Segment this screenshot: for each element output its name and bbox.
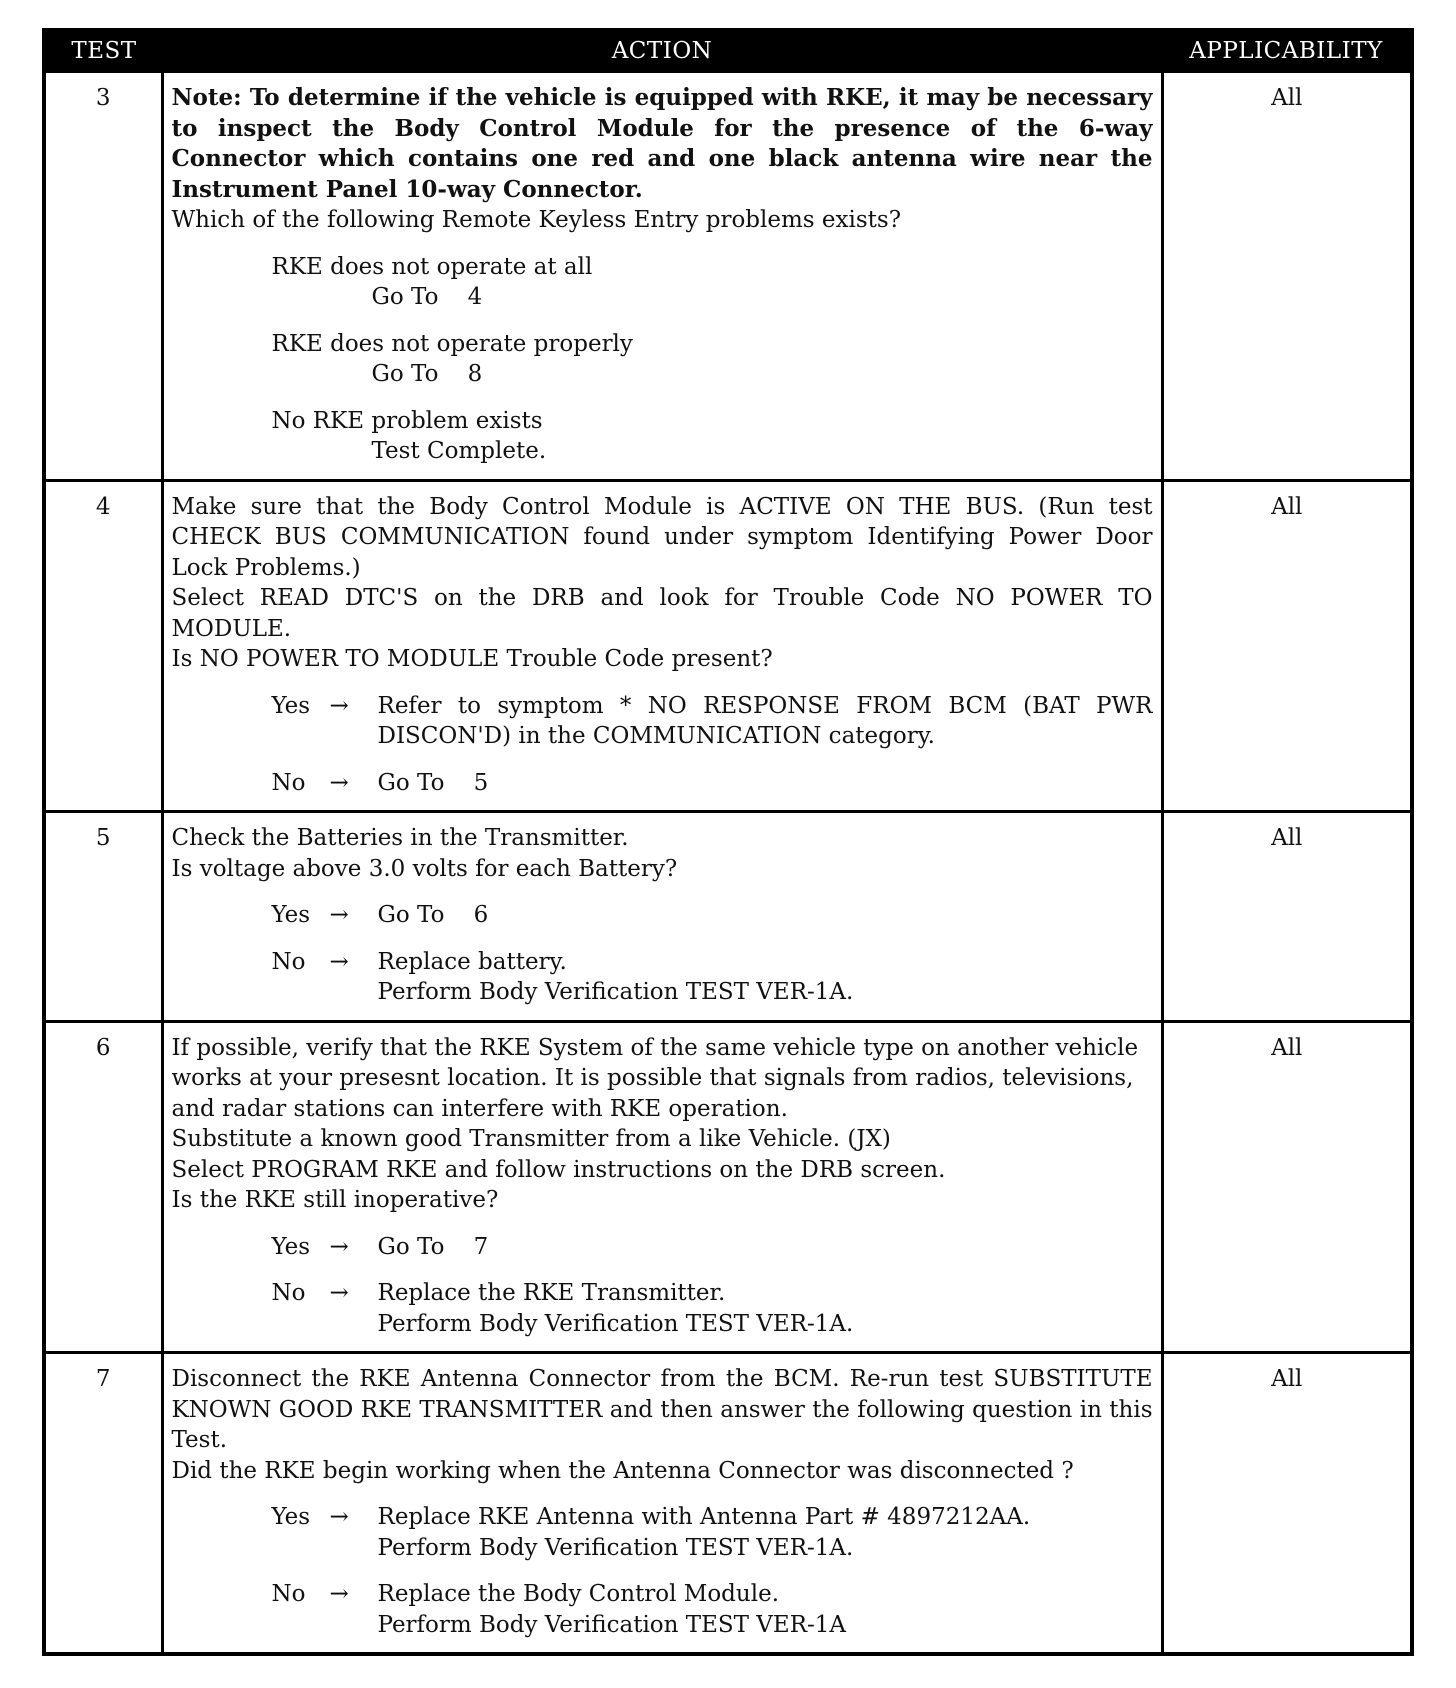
note-text: Note: To determine if the vehicle is equipped with RKE, it may be necessary to inspect the Body Control Module for the presence of the 6-way Connector which contains one red and one black antenna wire near the Instrument Panel 10-way Connector. xyxy=(171,84,1153,203)
instruction-text: Select PROGRAM RKE and follow instructions on the DRB screen. xyxy=(171,1156,946,1183)
result-line: Perform Body Verification TEST VER-1A xyxy=(377,1611,847,1638)
no-result: Go To 5 xyxy=(377,769,489,796)
option-result: Go To 4 xyxy=(371,284,483,310)
action-cell xyxy=(162,72,1162,481)
yes-result: Refer to symptom * NO RESPONSE FROM BCM (BAT PWR DISCON'D) in the COMMUNICATION category. xyxy=(377,692,1153,749)
no-branch xyxy=(272,1278,1153,1339)
test-number: 7 xyxy=(44,1353,162,1655)
instruction-text: Substitute a known good Transmitter from a like Vehicle. (JX) xyxy=(171,1126,891,1152)
yes-label: Yes xyxy=(271,902,311,928)
question-text: Is the RKE still inoperative? xyxy=(171,1187,499,1213)
option-label: RKE does not operate properly xyxy=(271,330,633,357)
table-row xyxy=(44,1353,1412,1655)
header-action: ACTION xyxy=(162,30,1162,72)
arrow-icon: → xyxy=(329,769,349,796)
arrow-icon: → xyxy=(329,948,349,975)
arrow-icon: → xyxy=(329,902,349,928)
option-label: No RKE problem exists xyxy=(271,407,543,434)
result-line: Replace the Body Control Module. xyxy=(377,1581,780,1607)
option-item xyxy=(272,406,1153,467)
yes-branch xyxy=(272,1502,1153,1563)
test-number: 6 xyxy=(44,1021,162,1353)
applicability-value: All xyxy=(1162,1021,1412,1353)
applicability-value: All xyxy=(1162,812,1412,1022)
test-number: 3 xyxy=(44,72,162,481)
action-cell xyxy=(162,812,1162,1022)
question-text: Is NO POWER TO MODULE Trouble Code present? xyxy=(171,646,773,672)
question-text: Which of the following Remote Keyless Entry problems exists? xyxy=(171,207,902,233)
yes-result xyxy=(378,1502,1153,1563)
yes-result: Go To 7 xyxy=(377,1233,489,1260)
action-cell xyxy=(162,1021,1162,1353)
action-cell xyxy=(162,480,1162,812)
diagnostic-table-page xyxy=(42,28,1410,1656)
result-line: Perform Body Verification TEST VER-1A. xyxy=(377,1310,854,1337)
no-label: No xyxy=(271,948,306,975)
no-result xyxy=(378,1579,1153,1640)
option-result: Go To 8 xyxy=(371,361,483,387)
yes-result: Go To 6 xyxy=(377,902,489,928)
instruction-text: If possible, verify that the RKE System of the same vehicle type on another vehicle works at your presesnt location. It is possible that signals from radios, televisions, and radar stations can interfere with RKE operation. xyxy=(171,1034,1139,1122)
no-label: No xyxy=(271,1280,306,1306)
arrow-icon: → xyxy=(329,1581,349,1607)
instruction-text: Check the Batteries in the Transmitter. xyxy=(171,825,629,851)
result-line: Replace RKE Antenna with Antenna Part # 4897212AA. xyxy=(377,1504,1031,1530)
result-line: Replace battery. xyxy=(377,948,567,975)
arrow-icon: → xyxy=(329,1233,349,1260)
table-header-row xyxy=(44,30,1412,72)
header-applicability: APPLICABILITY xyxy=(1162,30,1412,72)
yes-branch xyxy=(272,1232,1153,1263)
option-result: Test Complete. xyxy=(371,438,547,464)
table-row xyxy=(44,1021,1412,1353)
no-result xyxy=(378,947,1153,1008)
applicability-value: All xyxy=(1162,72,1412,481)
question-text: Is voltage above 3.0 volts for each Battery? xyxy=(171,855,678,882)
yes-branch xyxy=(272,691,1153,752)
result-line: Perform Body Verification TEST VER-1A. xyxy=(377,1534,854,1561)
instruction-text: Disconnect the RKE Antenna Connector from the BCM. Re-run test SUBSTITUTE KNOWN GOOD RKE TRANSMITTER and then answer the following question in this Test. xyxy=(171,1366,1153,1453)
no-branch xyxy=(272,1579,1153,1640)
diagnostic-test-table xyxy=(42,28,1414,1656)
applicability-value: All xyxy=(1162,1353,1412,1655)
no-label: No xyxy=(271,769,306,796)
question-text: Did the RKE begin working when the Antenna Connector was disconnected ? xyxy=(171,1457,1074,1484)
yes-label: Yes xyxy=(271,1504,311,1530)
yes-label: Yes xyxy=(271,1233,311,1260)
table-row xyxy=(44,72,1412,481)
arrow-icon: → xyxy=(329,1280,349,1306)
yes-branch xyxy=(272,900,1153,931)
action-cell xyxy=(162,1353,1162,1655)
no-result xyxy=(378,1278,1153,1339)
applicability-value: All xyxy=(1162,480,1412,812)
instruction-text: Select READ DTC'S on the DRB and look for Trouble Code NO POWER TO MODULE. xyxy=(171,585,1153,642)
no-label: No xyxy=(271,1581,306,1607)
table-row xyxy=(44,812,1412,1022)
result-line: Perform Body Verification TEST VER-1A. xyxy=(377,979,854,1005)
no-branch xyxy=(272,768,1153,799)
instruction-text: Make sure that the Body Control Module is ACTIVE ON THE BUS. (Run test CHECK BUS COMMUNICATION found under symptom Identifying Power Door Lock Problems.) xyxy=(171,493,1153,581)
option-item xyxy=(272,329,1153,390)
header-test: TEST xyxy=(44,30,162,72)
no-branch xyxy=(272,947,1153,1008)
arrow-icon: → xyxy=(329,1504,349,1530)
table-row xyxy=(44,480,1412,812)
test-number: 4 xyxy=(44,480,162,812)
option-item xyxy=(272,252,1153,313)
test-number: 5 xyxy=(44,812,162,1022)
result-line: Replace the RKE Transmitter. xyxy=(377,1280,726,1306)
option-label: RKE does not operate at all xyxy=(271,253,593,280)
arrow-icon: → xyxy=(329,692,349,719)
yes-label: Yes xyxy=(271,692,311,719)
